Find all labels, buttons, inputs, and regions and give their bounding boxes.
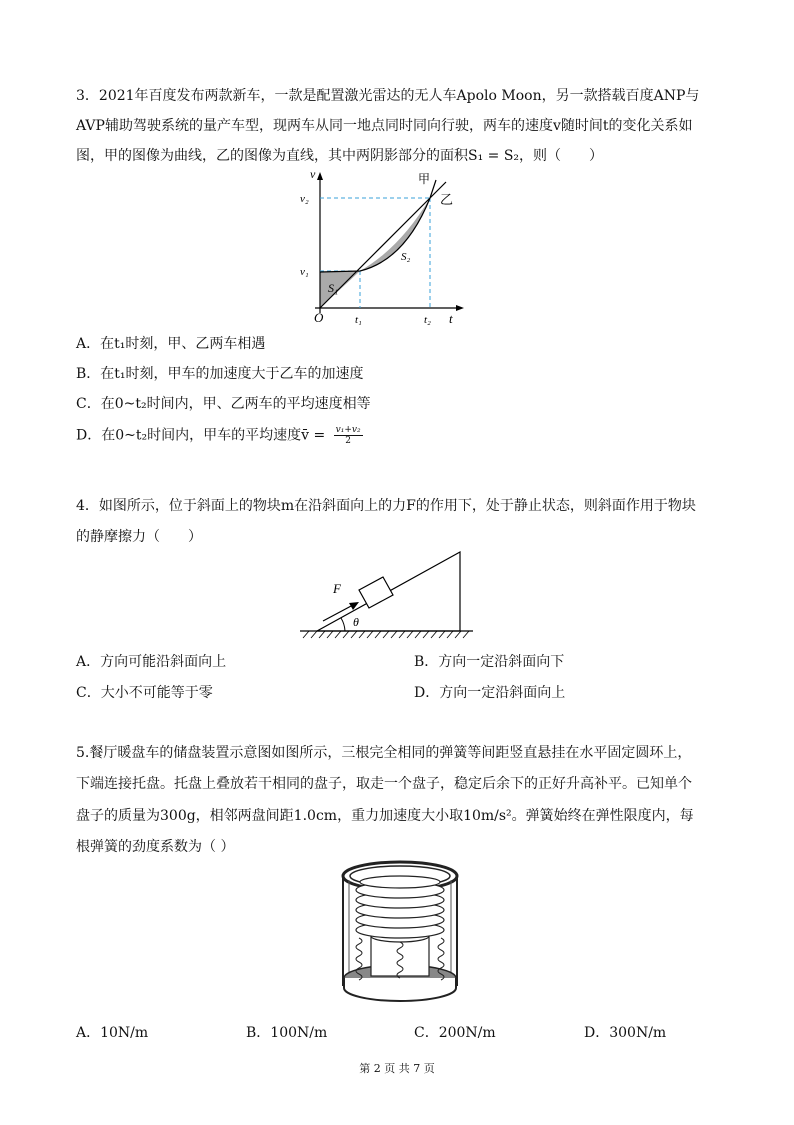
q3-vt-graph <box>300 168 470 328</box>
q5-option-c: C．200N/m <box>414 1025 496 1041</box>
q4-option-c: C．大小不可能等于零 <box>76 685 213 701</box>
q4-line-1: 4．如图所示，位于斜面上的物块m在沿斜面向上的力F的作用下，处于静止状态，则斜面作用于物块 <box>76 498 696 514</box>
q4-option-b: B．方向一定沿斜面向下 <box>414 654 565 670</box>
q5-plate-warmer-figure <box>335 858 465 1008</box>
v2-label: v₂ <box>300 193 309 205</box>
t-axis-label: t <box>449 311 453 326</box>
angle-label: θ <box>353 615 359 629</box>
q4-option-a: A．方向可能沿斜面向上 <box>76 654 227 670</box>
q5-line-3: 盘子的质量为300g，相邻两盘间距1.0cm，重力加速度大小取10m/s²。弹簧始终在弹性限度内，每 <box>76 808 694 824</box>
t2-label: t₂ <box>424 314 431 326</box>
s1-label: S₁ <box>328 281 339 295</box>
q5-option-b: B．100N/m <box>246 1025 328 1041</box>
q3-option-d-fraction <box>334 425 363 446</box>
q5-option-d: D．300N/m <box>584 1025 667 1041</box>
q3-line-2: AVP辅助驾驶系统的量产车型，现两车从同一地点同时同向行驶，两车的速度v随时间t的变化关系如 <box>76 118 693 134</box>
jia-label: 甲 <box>418 172 431 186</box>
origin-label: O <box>314 310 324 325</box>
t1-label: t₁ <box>355 314 362 326</box>
v-axis-label: v <box>310 168 316 181</box>
q4-line-2: 的静摩擦力（ ） <box>76 529 202 545</box>
q5-line-4: 根弹簧的劲度系数为（ ） <box>76 839 235 855</box>
page-footer: 第 2 页 共 7 页 <box>359 1062 435 1075</box>
fraction-denominator: 2 <box>345 436 351 446</box>
q5-line-2: 下端连接托盘。托盘上叠放若干相同的盘子，取走一个盘子，稳定后余下的正好升高补平。已知单个 <box>76 776 692 792</box>
q4-incline-figure <box>295 548 480 640</box>
q5-line-1: 5.餐厅暖盘车的储盘装置示意图如图所示，三根完全相同的弹簧等间距竖直悬挂在水平固定圆环上， <box>76 745 692 761</box>
q3-line-3: 图，甲的图像为曲线，乙的图像为直线，其中两阴影部分的面积S₁ = S₂，则（ ） <box>76 148 604 164</box>
fraction-numerator: v₁+v₂ <box>335 425 361 435</box>
s2-label: S₂ <box>401 251 411 263</box>
q3-line-1: 3．2021年百度发布两款新车，一款是配置激光雷达的无人车Apolo Moon，另一款搭载百度ANP与 <box>76 88 700 104</box>
yi-label: 乙 <box>440 192 454 207</box>
q5-option-a: A．10N/m <box>76 1025 149 1041</box>
q3-option-c: C．在0~t₂时间内，甲、乙两车的平均速度相等 <box>76 396 371 412</box>
q3-option-b: B．在t₁时刻，甲车的加速度大于乙车的加速度 <box>76 366 364 382</box>
force-label: F <box>333 581 341 596</box>
q4-option-d: D．方向一定沿斜面向上 <box>414 685 566 701</box>
v1-label: v₁ <box>300 266 309 278</box>
q3-option-a: A．在t₁时刻，甲、乙两车相遇 <box>76 336 266 352</box>
q3-option-d <box>76 425 363 446</box>
q3-option-d-text: D．在0~t₂时间内，甲车的平均速度v̄ = <box>76 427 326 444</box>
